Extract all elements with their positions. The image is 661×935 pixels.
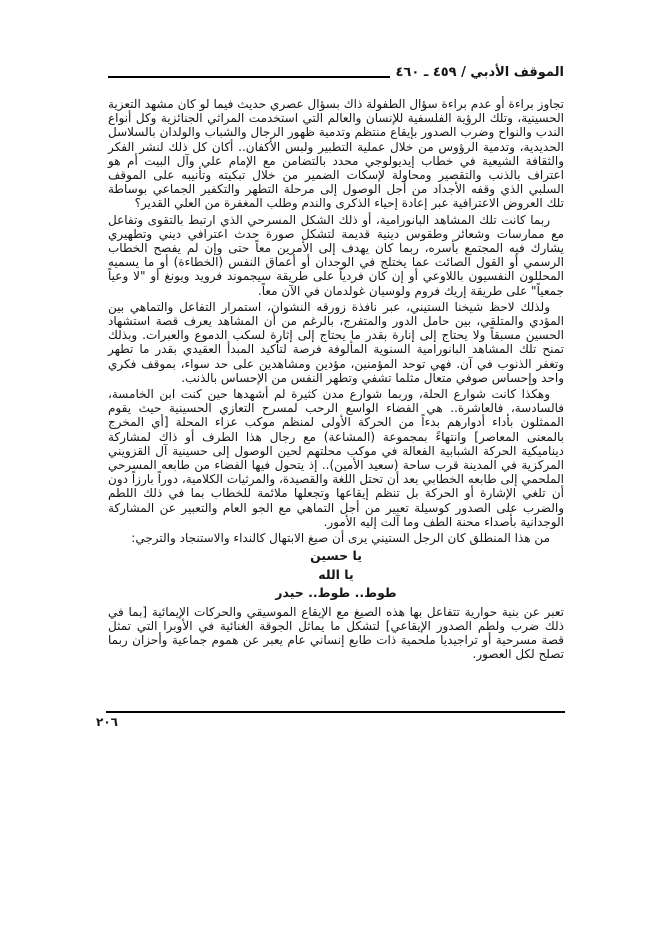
page-number: ٢٠٦ [96, 715, 118, 729]
paragraph: وهكذا كانت شوارع الحلة، وربما شوارع مدن كثيرة لم أشهدها حين كنت ابن الخامسة، فالسادسة، فالعاشرة.. هي الفضاء الواسع الرحب لمسرح التعازي الحسينية حيث يقوم الممثلون بأداء أدوارهم بدءاً من الحركة الأولى لمنظم موكب عزاء المحلة [أي المخرج بالمعنى المعاصر] وانتهاءً بمجموعة (المشاعة) مع رجال هذا الطرف أو ذاك لمشاركة ديناميكية الحركة الشبابية الفعالة في موكب محلتهم لحين الوصول إلى حسينية آل القزويني المركزية في المدينة قرب ساحة (سعيد الأمين).. إذ يتحول فيها الفضاء من طابعه المسرحي الملحمي إلى طابعه الخطابي بعد أن تحتل اللغة والقصيدة، والمرثيات الكلامية، دوراً بارزاً دون أن تلغي الإشارة أو الحركة بل تنظم إيقاعها وتجعلها ملائمة للخطاب بما في ذلك اللطم والضرب على الصدور كوسيلة تعبير من أجل التماهي مع الجو العام والتعبير عن المشاركة الوجدانية بأصداء محنة الطف وما آلت إليه الأمور. [108, 387, 564, 529]
journal-title: الموقف الأدبي / ٤٥٩ ـ ٤٦٠ [395, 65, 564, 80]
paragraph: من هذا المنطلق كان الرجل الستيني يرى أن صيغ الابتهال كالنداء والاستنجاد والترجي: [131, 531, 550, 546]
paragraph: ربما كانت تلك المشاهد البانورامية، أو ذلك الشكل المسرحي الذي ارتبط بالتقوى وتفاعل مع ممارسات وشعائر وطقوس دينية قديمة لتشكل صورة حدث اعترافي ديني وتطهيري يشارك فيه المجتمع بأسره، ربما كان يهدف إلى الأمرين معاً حتى وإن لم يفصح الخطاب الرسمي أو القول الصائت عما يختلج في الوجدان أو أعماق النفس (الخطاءة) أو ما يسميه المحللون النفسيون باللاوعي أو إن كان فردياً على طريقة سيجموند فرويد ويونغ أو "لا وعياً جمعياً" على طريقة إريك فروم ولوسيان غولدمان في الآن معاً. [108, 212, 564, 298]
paragraph: تعبر عن بنية حوارية تتفاعل بها هذه الصيغ مع الإيقاع الموسيقي والحركات الإيمائية [بما في ذلك ضرب ولطم الصدور الإيقاعي] لتشكل ما يماثل الجوقة الغنائية في الأوبرا التي تمثل قصة مسرحية أو تراجيديا ملحمية ذات طابع إنساني عام يعبر عن هموم جماعية وأحزان ربما تصلح لكل العصور. [108, 604, 564, 662]
header-rule [108, 76, 390, 78]
footer-rule [106, 711, 565, 713]
invocation-line: طوط.. طوط.. حيدر [275, 585, 397, 601]
paragraph: تجاوز براءة أو عدم براءة سؤال الطفولة ذاك بسؤال عصري حديث فيما لو كان مشهد التعزية الحسينية، وتلك الرؤية الفلسفية للإنسان والعالم التي استخدمت المراثي الجنائزية وكل أنواع الندب والنواح وضرب الصدور بإيقاع منتظم وتدمية ظهور الرجال والشباب والولدان بالسلاسل الحديدية، وتدمية الرؤوس من خلال عملية التطبير ولبس الأكفان.. أكان كل ذلك لنشر الفكر والثقافة الشيعية في خطاب إيديولوجي محدد بالتضامن مع الإمام علي وآل البيت أم هو اعتراف بالذنب والتقصير ومحاولة لإسكات الضمير من خلال تبكيته وتأنيبه على الموقف السلبي الذي وقفه الأجداد من أجل الوصول إلى مرحلة التطهر والتكفير الجماعي بوساطة تلك العروض الاعترافية عبر إعادة إحياء الذكرى والندم وطلب المغفرة من العلي القدير؟ [108, 97, 564, 211]
invocation-line: يا حسين [310, 548, 362, 564]
invocation-line: يا الله [318, 566, 354, 582]
running-header [108, 62, 564, 82]
article-body [108, 97, 564, 664]
paragraph: ولذلك لاحظ شيخنا الستيني، عبر نافذة زورقه النشوان، استمرار التفاعل والتماهي بين المؤدي والمتلقي، بين حامل الدور والمتفرج، بالرغم من أن المشاهد يعرف قصة استشهاد الحسين مسبقاً ولا يحتاج إلى إنارة بقدر ما يحتاج إلى إثارة لسكب الدموع والعبرات. وبذلك تمنح تلك المشاهد البانورامية السنوية المألوفة فرصة لتأكيد المبدأ العقيدي بقدر ما تطهر وتغفر الذنوب في آن. فهي توحد المؤمنين، مؤدين ومشاهدين على حد سواء، بموقف فكري واحد وإحساس صوفي متعال مثلما تشفي وتطهر النفس من الإحساس بالذنب. [108, 299, 564, 385]
invocation-list [108, 547, 564, 603]
